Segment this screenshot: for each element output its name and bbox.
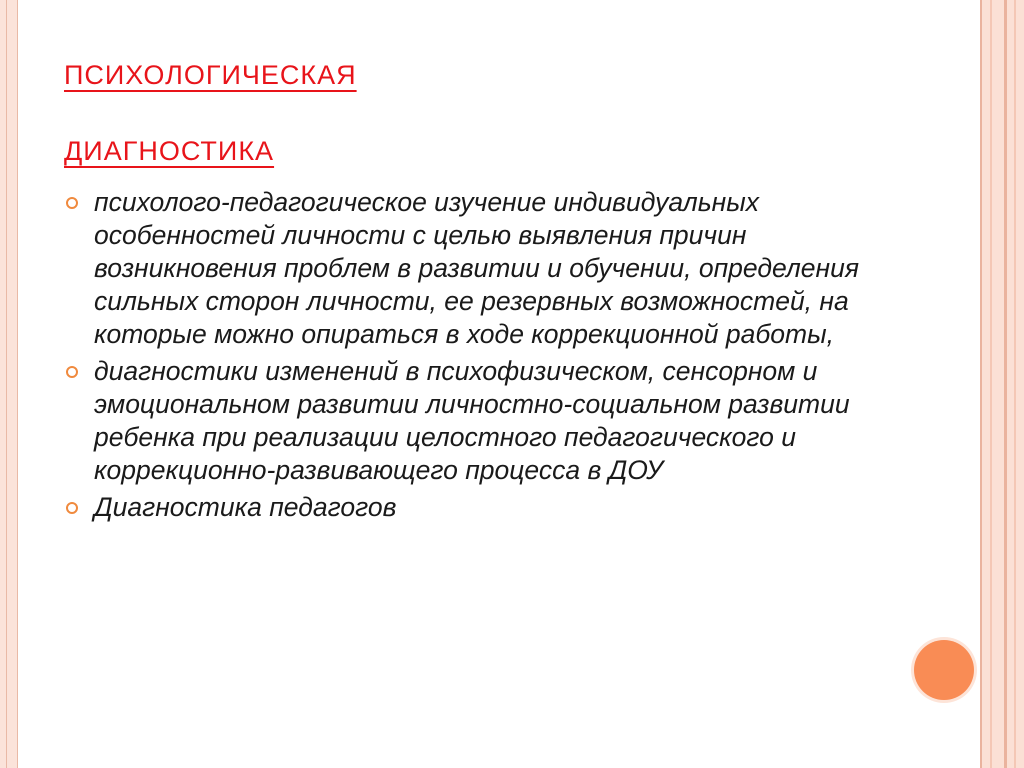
right-stripe <box>1014 0 1016 768</box>
title-line-1: психологическая <box>64 51 357 93</box>
bullet-ring-icon <box>66 366 78 378</box>
bullet-item <box>62 186 892 351</box>
title-line-2: диагностика <box>64 127 275 169</box>
slide-title <box>64 34 964 186</box>
right-stripe <box>990 0 992 768</box>
bullet-item <box>62 491 892 524</box>
right-border-decoration <box>980 0 1024 768</box>
left-border-decoration <box>0 0 18 768</box>
bullet-ring-icon <box>66 197 78 209</box>
bullet-item <box>62 355 892 487</box>
accent-circle-decoration <box>914 640 974 700</box>
bullet-list <box>62 186 892 528</box>
bullet-text: диагностики изменений в психофизическом, сенсорном и эмоциональном развитии личностно-социальном развитии ребенка при реализации целостного педагогического и коррекционно-развивающего процесса в ДОУ <box>94 356 850 485</box>
right-stripe <box>1004 0 1007 768</box>
bullet-text: Диагностика педагогов <box>94 492 397 522</box>
right-stripe <box>980 0 982 768</box>
bullet-text: психолого-педагогическое изучение индивидуальных особенностей личности с целью выявления причин возникновения проблем в развитии и обучении, определения сильных сторон личности, ее резервных возможностей, на которые можно опираться в ходе коррекционной работы, <box>94 187 859 349</box>
bullet-ring-icon <box>66 502 78 514</box>
